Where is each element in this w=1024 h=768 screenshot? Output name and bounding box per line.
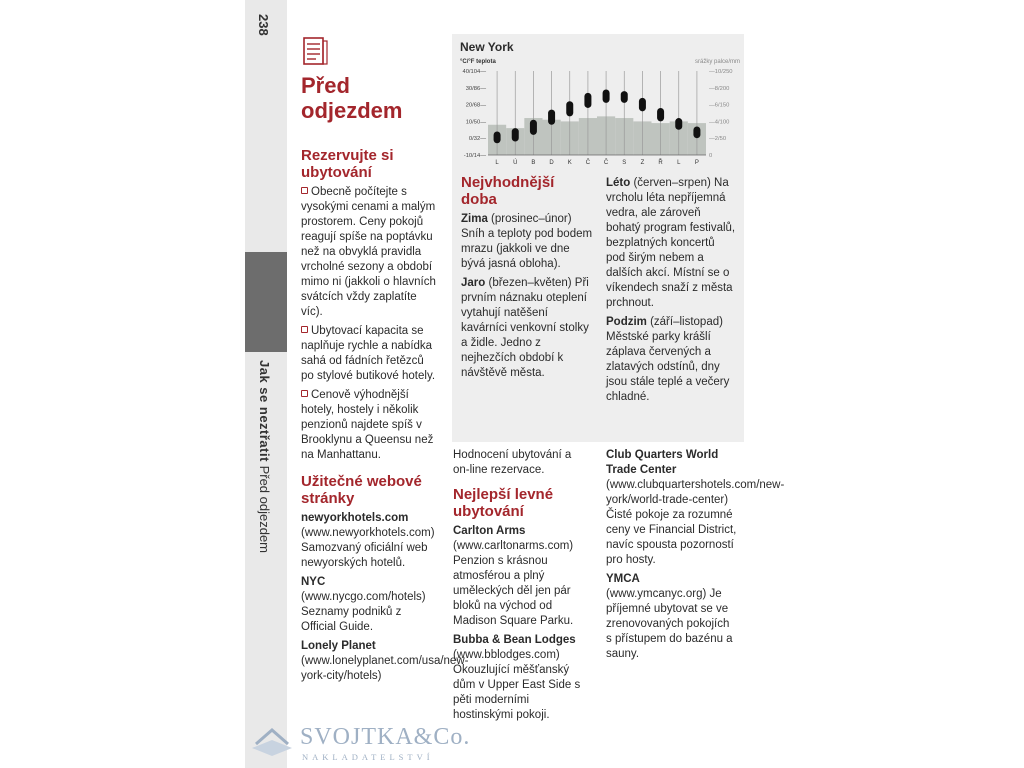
temperature-bar [494,131,501,143]
month-label: L [677,160,681,166]
accommodation-heading: Rezervujte si ubytování [301,147,394,181]
temperature-bar [639,98,646,111]
season-spring: Jaro (březen–květen) Při prvním náznaku oteplení vytahují natěšení kavárníci venkovní stolky a židle. Jedno z nejhezčích období k návštěvě města. [461,277,589,379]
season-autumn: Podzim (září–listopad) Městské parky krášlí záplava červených a zlatavých odstínů, dny jsou stále teplé a večery chladné. [606,316,730,403]
left-tick-label: 40/104— [462,69,486,75]
month-label: Ú [513,160,518,166]
budget-clubquarters: Club Quarters World Trade Center (www.clubquartershotels.com/new-york/world-trade-center) Čisté pokoje za rozumné ceny ve Financial District, navíc spousta pozorností pro hosty. [606,449,785,566]
climate-chart-title: New York [460,40,514,54]
temperature-bar [584,93,591,108]
season-column-left [461,174,593,385]
month-label: K [567,160,572,166]
checklist-icon [301,36,331,68]
websites-continued: Hodnocení ubytování a on-line rezervace. [453,449,572,476]
temperature-bar [621,91,628,103]
month-label: L [495,160,499,166]
right-tick-label: —8/200 [709,85,730,92]
month-label: B [531,160,536,166]
website-entry: Lonely Planet (www.lonelyplanet.com/usa/new-york-city/hotels) [301,640,469,682]
temperature-bar [566,101,573,116]
publisher-name: SVOJTKA&Co. [300,724,471,750]
left-tick-label: -10/14— [463,153,486,159]
section-title-rest: Před odjezdem [257,465,272,554]
temperature-bar [675,118,682,130]
month-label: D [549,160,554,166]
bullet-3: Cenově výhodnější hotely, hostely i několik penzionů najdete spíš v Brooklynu a Queensu než na Manhattanu. [301,389,434,461]
season-column-right [606,176,736,409]
season-summer: Léto (červen–srpen) Na vrcholu léta nepříjemná vedra, ale zároveň bohatý program festivalů, bezplatných koncertů pod širým nebem a dalších akcí. Místní se o víkendech snaží z města prchnout. [606,177,736,309]
page-title: Před odjezdem [301,73,403,123]
right-tick-label: —6/150 [709,102,730,109]
book-logo-icon [250,726,294,760]
left-column [301,36,469,688]
budget-ymca: YMCA (www.ymcanyc.org) Je příjemné ubytovat se ve zrenovovaných pokojích s přístupem do bazénu a sauny. [606,573,733,660]
right-tick-label: —10/250 [709,69,733,75]
temperature-bar [530,120,537,135]
month-label: Ř [658,160,663,166]
month-label: Z [640,160,645,166]
left-tick-label: 0/32— [468,136,486,143]
budget-column-right [606,448,785,666]
temperature-bar [603,89,610,102]
right-tick-label: —4/100 [709,119,730,126]
climate-chart [452,55,742,185]
website-entry: newyorkhotels.com (www.newyorkhotels.com) Samozvaný oficiální web newyorských hotelů. [301,512,435,569]
section-title-bold: Jak se neztřatit [257,360,272,462]
month-label: P [694,160,699,166]
chart-ylabel-right: srážky palce/mm [694,59,740,65]
budget-heading: Nejlepší levné ubytování [453,486,554,520]
temperature-bar [548,110,555,125]
temperature-bar [693,126,700,138]
left-tick-label: 10/50— [465,119,486,126]
page-number: 238 [256,14,271,36]
right-tick-label: —2/50 [709,136,727,143]
right-tick-label: 0 [709,153,713,159]
temperature-bar [657,108,664,121]
section-label [257,360,272,553]
website-entry: NYC (www.nycgo.com/hotels) Seznamy podniků z Official Guide. [301,576,426,633]
left-tick-label: 20/68— [465,102,486,109]
season-winter: Zima (prosinec–únor) Sníh a teploty pod bodem mrazu (jakkoli ve dne bývá jasná obloha). [461,213,593,270]
month-label: S [622,160,627,166]
left-tick-label: 30/86— [465,85,486,92]
season-heading: Nejvhodnější doba [461,174,555,208]
budget-column-left [453,448,591,727]
websites-heading: Užitečné webové stránky [301,473,422,507]
month-label: Č [585,160,591,166]
budget-carlton: Carlton Arms (www.carltonarms.com) Penzion s krásnou atmosférou a plný uměleckých děl jen pár bloků na východ od Madison Square Parku. [453,525,574,627]
bullet-1: Obecně počítejte s vysokými cenami a malým prostorem. Ceny pokojů reagují spíše na poptávku než na obvyklá pravidla vrcholné sezony a období mimo ni (jakkoli o hlavních svátcích vždy zaplatíte víc). [301,186,436,318]
month-label: Č [603,160,609,166]
chart-ylabel-left: °C/°F teplota [460,59,496,65]
temperature-bar [512,128,519,141]
side-strip-marker [245,252,287,352]
bullet-2: Ubytovací kapacita se naplňuje rychle a nabídka sahá od fádních řetězců po stylové butikové hotely. [301,325,436,382]
budget-bubba: Bubba & Bean Lodges (www.bblodges.com) Okouzlující měšťanský dům v Upper East Side s pěti moderními hostinskými pokoji. [453,634,581,721]
publisher-sub: NAKLADATELSTVÍ [302,752,434,762]
